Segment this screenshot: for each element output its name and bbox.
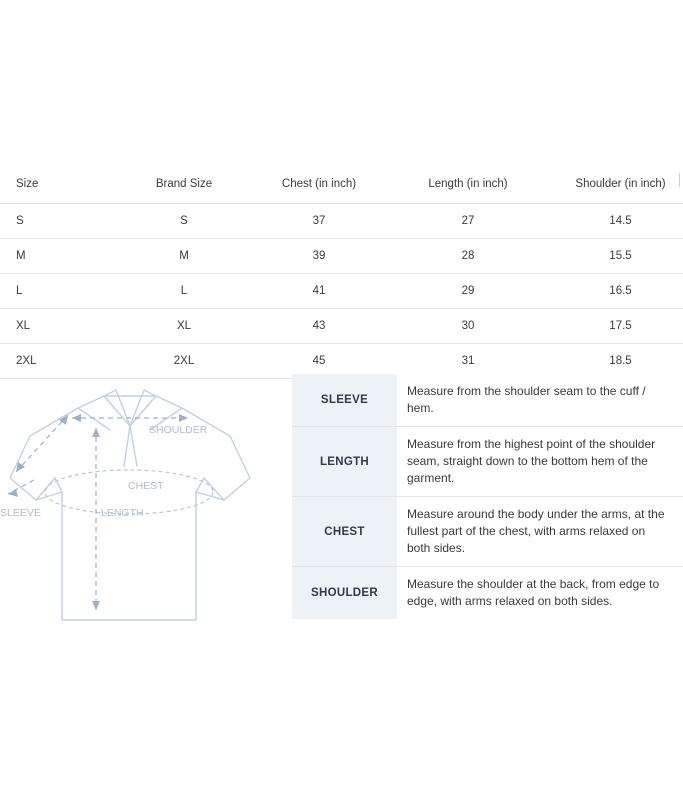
cell-brand-size: L [124, 274, 244, 309]
cell-chest: 39 [244, 239, 394, 274]
cell-size: S [0, 204, 124, 239]
column-header-chest: Chest (in inch) [244, 165, 394, 204]
measurement-instructions-table [292, 374, 683, 619]
measurement-label-chest: CHEST [292, 497, 397, 567]
column-header-size: Size [0, 165, 124, 204]
cell-size: M [0, 239, 124, 274]
cell-length: 27 [394, 204, 542, 239]
diagram-label-chest: CHEST [128, 480, 164, 492]
cell-size: L [0, 274, 124, 309]
cell-shoulder: 16.5 [542, 274, 683, 309]
cell-brand-size: 2XL [124, 344, 244, 379]
diagram-label-length: LENGTH [101, 507, 144, 519]
table-row [0, 239, 683, 274]
cell-chest: 43 [244, 309, 394, 344]
cell-shoulder: 17.5 [542, 309, 683, 344]
size-chart-header [0, 165, 683, 204]
diagram-label-shoulder: SHOULDER [149, 424, 208, 436]
cell-length: 28 [394, 239, 542, 274]
cell-length: 31 [394, 344, 542, 379]
measurement-row-chest [292, 497, 683, 567]
table-edge-marker [679, 173, 680, 187]
cell-brand-size: M [124, 239, 244, 274]
cell-length: 30 [394, 309, 542, 344]
column-header-length: Length (in inch) [394, 165, 542, 204]
size-chart-body [0, 204, 683, 379]
size-chart-table [0, 165, 683, 379]
cell-chest: 41 [244, 274, 394, 309]
measurement-label-sleeve: SLEEVE [292, 374, 397, 427]
measurement-label-shoulder: SHOULDER [292, 567, 397, 620]
cell-shoulder: 18.5 [542, 344, 683, 379]
cell-shoulder: 15.5 [542, 239, 683, 274]
table-row [0, 204, 683, 239]
cell-size: XL [0, 309, 124, 344]
cell-shoulder: 14.5 [542, 204, 683, 239]
cell-chest: 37 [244, 204, 394, 239]
measurement-description-length: Measure from the highest point of the shoulder seam, straight down to the bottom hem of the garment. [397, 427, 683, 497]
measurement-guide-section [0, 374, 683, 626]
cell-chest: 45 [244, 344, 394, 379]
cell-size: 2XL [0, 344, 124, 379]
cell-brand-size: S [124, 204, 244, 239]
measurement-label-length: LENGTH [292, 427, 397, 497]
cell-length: 29 [394, 274, 542, 309]
table-row [0, 309, 683, 344]
measurement-row-shoulder [292, 567, 683, 620]
column-header-brand-size: Brand Size [124, 165, 244, 204]
table-row [0, 274, 683, 309]
measurement-description-chest: Measure around the body under the arms, at the fullest part of the chest, with arms relaxed on both sides. [397, 497, 683, 567]
measurement-row-length [292, 427, 683, 497]
cell-brand-size: XL [124, 309, 244, 344]
shirt-diagram [0, 374, 292, 626]
column-header-shoulder: Shoulder (in inch) [542, 165, 683, 204]
measurement-row-sleeve [292, 374, 683, 427]
diagram-label-sleeve: SLEEVE [0, 507, 41, 519]
table-header-row [0, 165, 683, 204]
measurement-description-shoulder: Measure the shoulder at the back, from edge to edge, with arms relaxed on both sides. [397, 567, 683, 620]
measurement-description-sleeve: Measure from the shoulder seam to the cuff / hem. [397, 374, 683, 427]
